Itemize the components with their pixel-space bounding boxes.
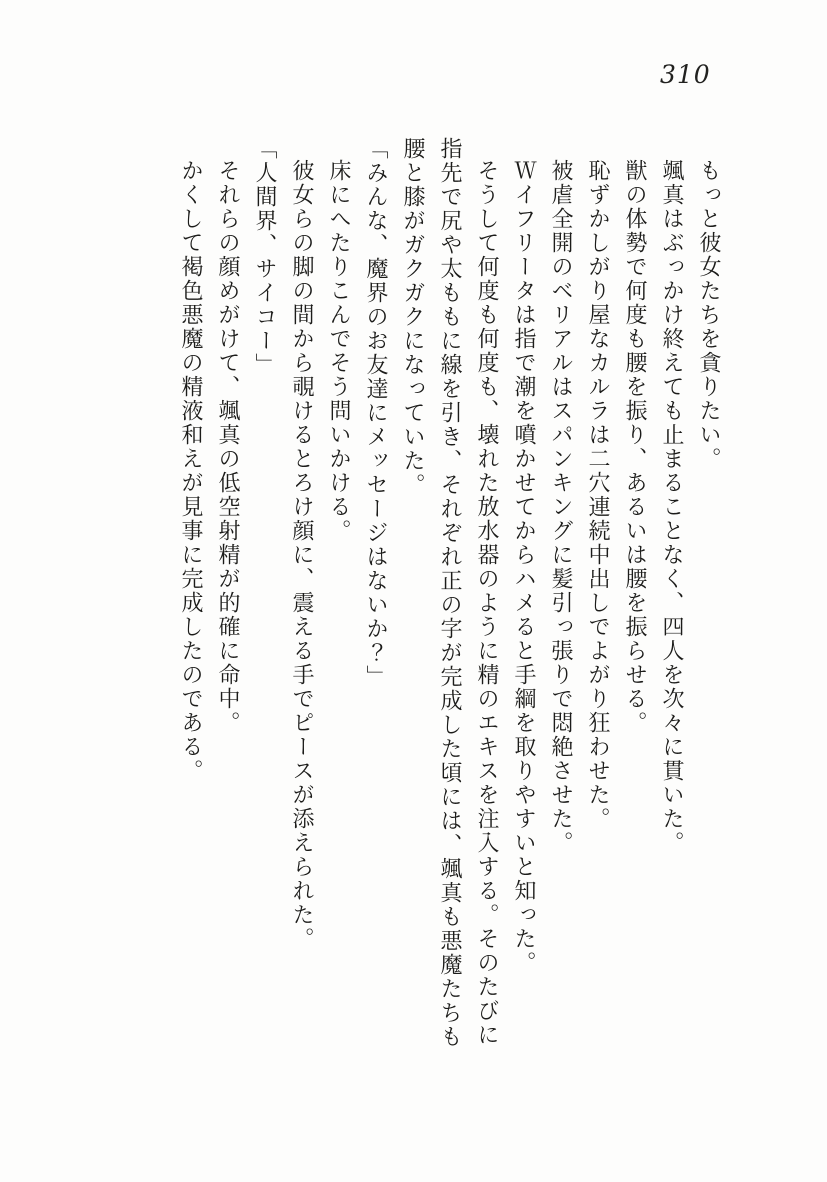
paragraph-9: 床にへたりこんでそう問いかける。 [326,159,351,543]
paragraph-5: 被虐全開のベリアルはスパンキングに髪引っ張りで悶絶させた。 [548,159,573,855]
novel-text-block [172,137,727,1057]
paragraph-2: 颯真はぶっかけ終えても止まることなく、四人を次々に貫いた。 [659,159,684,855]
paragraph-8: 「みんな、魔界のお友達にメッセージはないか？」 [363,137,388,689]
paragraph-3: 獣の体勢で何度も腰を振り、あるいは腰を振らせる。 [622,159,647,735]
paragraph-12: それらの顔めがけて、颯真の低空射精が的確に命中。 [215,159,240,735]
paragraph-13: かくして褐色悪魔の精液和えが見事に完成したのである。 [178,159,203,783]
paragraph-7: そうして何度も何度も、壊れた放水器のように精のエキスを注入する。そのたびに指先で尻や太ももに線を引き、それぞれ正の字が完成した頃には、颯真も悪魔たちも腰と膝がガクガクになっていた。 [400,137,499,1049]
paragraph-6: Ｗイフリータは指で潮を噴かせてからハメると手綱を取りやすいと知った。 [511,159,536,975]
paragraph-1: もっと彼女たちを貪りたい。 [696,159,721,471]
paragraph-11: 「人間界、サイコー」 [252,137,277,377]
page-number: 310 [660,60,711,89]
paragraph-10: 彼女らの脚の間から覗けるとろけ顔に、震える手でピースが添えられた。 [289,159,314,951]
paragraph-4: 恥ずかしがり屋なカルラは二穴連続中出しでよがり狂わせた。 [585,159,610,831]
